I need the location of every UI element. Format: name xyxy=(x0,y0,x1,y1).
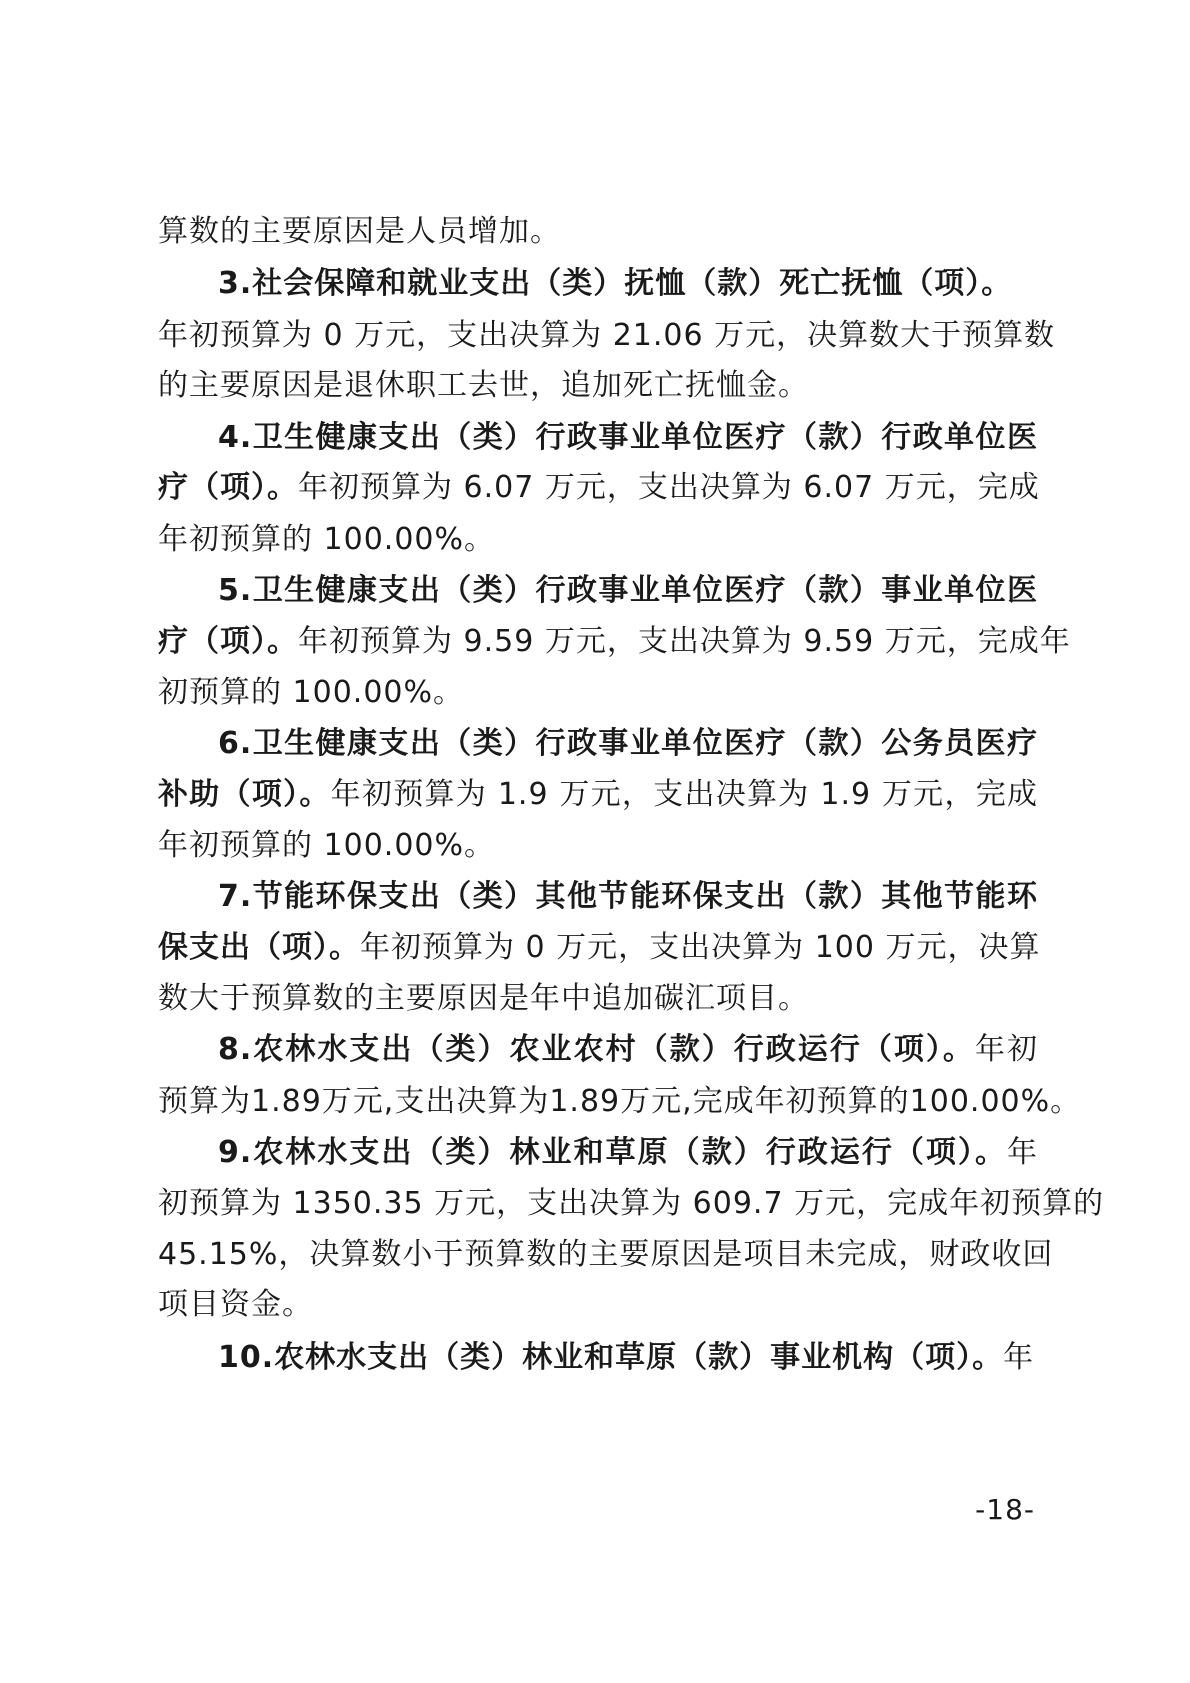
text-line xyxy=(218,1338,1038,1378)
text-line xyxy=(158,212,1038,252)
text-line xyxy=(218,264,1038,304)
text-segment: 年初预算的 100.00%。 xyxy=(158,828,496,863)
text-segment: 年初预算为 0 万元，支出决算为 21.06 万元，决算数大于预算数 xyxy=(158,318,1056,353)
text-segment: 算数的主要原因是人员增加。 xyxy=(158,214,561,249)
heading-segment: 3.社会保障和就业支出（类）抚恤（款）死亡抚恤（项）。 xyxy=(218,266,1013,301)
heading-segment: 4.卫生健康支出（类）行政事业单位医疗（款）行政单位医 xyxy=(218,420,1038,455)
heading-segment: 补助（项）。 xyxy=(158,777,331,812)
text-line xyxy=(158,928,1041,968)
heading-segment: 9.农林水支出（类）林业和草原（款）行政运行（项）。 xyxy=(218,1135,1007,1170)
text-segment: 年 xyxy=(1007,1135,1038,1170)
text-segment: 初预算的 100.00%。 xyxy=(158,675,465,710)
text-segment: 的主要原因是退休职工去世，追加死亡抚恤金。 xyxy=(158,368,809,403)
text-line xyxy=(158,1235,1054,1275)
page-number: -18- xyxy=(975,1493,1035,1526)
text-segment: 年初预算为 1.9 万元，支出决算为 1.9 万元，完成 xyxy=(330,777,1038,812)
heading-segment: 保支出（项）。 xyxy=(158,930,360,965)
text-segment: 45.15%，决算数小于预算数的主要原因是项目未完成，财政收回 xyxy=(158,1237,1054,1272)
text-segment: 数大于预算数的主要原因是年中追加碳汇项目。 xyxy=(158,981,809,1016)
text-line xyxy=(158,622,1071,662)
heading-segment: 8.农林水支出（类）农业农村（款）行政运行（项）。 xyxy=(218,1032,975,1067)
text-segment: 年初预算为 9.59 万元，支出决算为 9.59 万元，完成年 xyxy=(298,624,1071,659)
text-segment: 年 xyxy=(1003,1340,1035,1375)
text-line xyxy=(158,1184,1105,1224)
heading-segment: 疗（项）。 xyxy=(158,624,298,659)
text-line xyxy=(158,468,1038,508)
text-line xyxy=(218,571,1038,611)
text-line xyxy=(218,1133,1038,1173)
text-line xyxy=(218,724,1038,764)
text-segment: 预算为1.89万元,支出决算为1.89万元,完成年初预算的100.00%。 xyxy=(158,1084,1082,1119)
text-line xyxy=(218,877,1038,917)
text-line xyxy=(218,418,1038,458)
text-line xyxy=(158,673,1038,713)
text-line xyxy=(158,979,1038,1019)
text-line xyxy=(158,316,1056,356)
text-line xyxy=(218,1030,1038,1070)
heading-segment: 疗（项）。 xyxy=(158,470,298,505)
heading-segment: 10.农林水支出（类）林业和草原（款）事业机构（项）。 xyxy=(218,1340,1004,1375)
text-line xyxy=(158,1285,1038,1325)
text-line xyxy=(158,1082,1082,1122)
text-segment: 年初预算为 6.07 万元，支出决算为 6.07 万元，完成 xyxy=(298,470,1040,505)
text-segment: 年初预算的 100.00%。 xyxy=(158,522,496,557)
text-line xyxy=(158,826,1038,866)
text-line xyxy=(158,775,1038,815)
heading-segment: 6.卫生健康支出（类）行政事业单位医疗（款）公务员医疗 xyxy=(218,726,1038,761)
text-segment: 项目资金。 xyxy=(158,1287,313,1322)
text-line xyxy=(158,366,1038,406)
heading-segment: 5.卫生健康支出（类）行政事业单位医疗（款）事业单位医 xyxy=(218,573,1038,608)
text-line xyxy=(158,520,1038,560)
text-segment: 年初 xyxy=(974,1032,1038,1067)
text-segment: 年初预算为 0 万元，支出决算为 100 万元，决算 xyxy=(360,930,1041,965)
heading-segment: 7.节能环保支出（类）其他节能环保支出（款）其他节能环 xyxy=(218,879,1038,914)
text-segment: 初预算为 1350.35 万元，支出决算为 609.7 万元，完成年初预算的 xyxy=(158,1186,1105,1221)
